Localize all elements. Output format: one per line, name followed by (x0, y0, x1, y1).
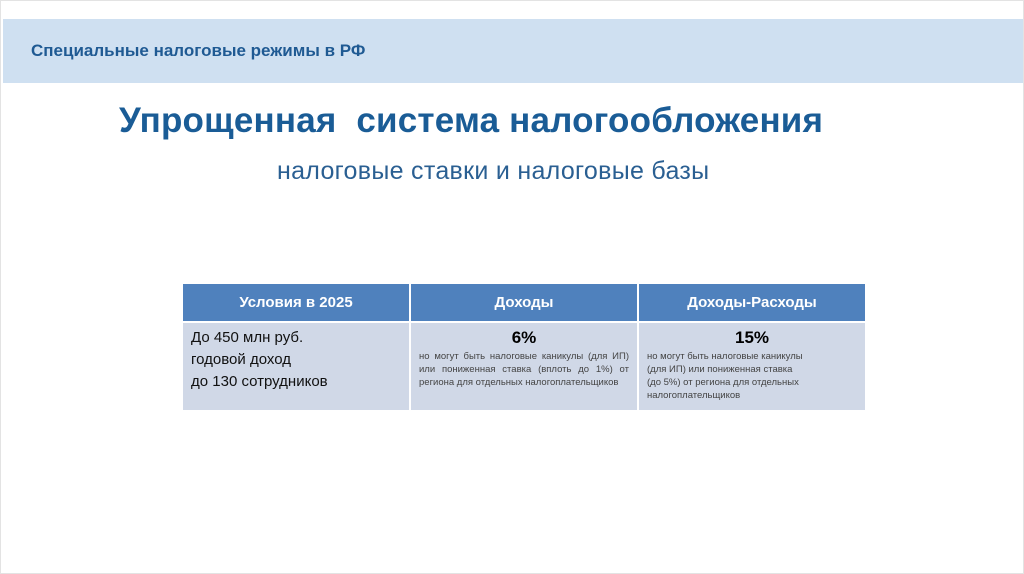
income-rate: 6% (511, 328, 537, 347)
income-expenses-note-line: (до 5%) от региона для отдельных (647, 377, 799, 388)
income-expenses-note-line: (для ИП) или пониженная ставка (647, 364, 793, 375)
table-row (183, 323, 865, 410)
tax-rates-table (181, 282, 867, 412)
header-title: Специальные налоговые режимы в РФ (31, 41, 366, 60)
condition-revenue-limit: До 450 млн руб. (191, 329, 304, 346)
table-header-row (183, 284, 865, 321)
column-header-income: Доходы (411, 284, 637, 321)
column-header-conditions: Условия в 2025 (183, 284, 409, 321)
income-expenses-rate: 15% (734, 328, 770, 347)
income-rate-note: но могут быть налоговые каникулы (для ИП) или пониженная ставка (вплоть до 1%) от региона для отдельных налогоплательщиков (419, 351, 629, 388)
income-expenses-note-line: но могут быть налоговые каникулы (647, 351, 803, 362)
header-band (3, 19, 1023, 83)
condition-annual-income: годовой доход (191, 351, 291, 368)
page-title: Упрощенная система налогообложения (119, 101, 824, 140)
conditions-cell (183, 323, 409, 410)
condition-employee-limit: до 130 сотрудников (191, 373, 328, 390)
income-cell (411, 323, 637, 410)
income-expenses-note-line: налогоплательщиков (647, 390, 741, 401)
income-expenses-cell (639, 323, 865, 410)
page-subtitle: налоговые ставки и налоговые базы (277, 157, 710, 185)
column-header-income-expenses: Доходы-Расходы (639, 284, 865, 321)
